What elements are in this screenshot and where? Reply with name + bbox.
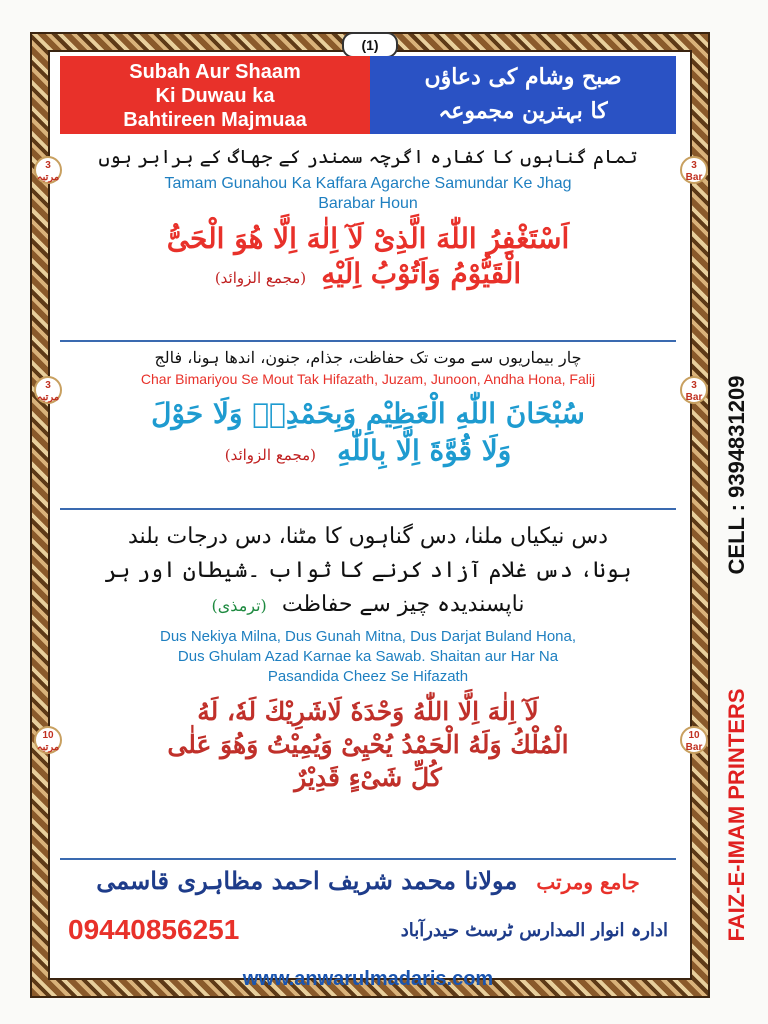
benefit-roman: Tamam Gunahou Ka Kaffara Agarche Samundar Ke Jhag Barabar Houn (164, 175, 572, 212)
dua-arabic-line1: اَسْتَغْفِرُ اللّٰهَ الَّذِىْ لَآ اِلٰهَ اِلَّا هُوَ الْحَىُّ (166, 222, 570, 255)
organization-name: ادارہ انوار المدارس ٹرسٹ حیدرآباد (400, 920, 668, 941)
dua-section-3 (60, 510, 676, 860)
compiler-name: مولانا محمد شریف احمد مظاہری قاسمی (96, 866, 518, 895)
dua-arabic-line3: كُلِّ شَىْءٍ قَدِيْرٌ (294, 763, 442, 792)
dua-section-1 (60, 136, 676, 342)
repeat-badge-right: 3 Bar (680, 376, 708, 404)
dua-arabic-line2: وَلَا قُوَّةَ اِلَّا بِاللّٰهِ (337, 434, 512, 467)
title-urdu (370, 56, 676, 134)
title-en-line3: Bahtireen Majmuaa (123, 109, 307, 131)
title-en-line1: Subah Aur Shaam (129, 61, 301, 83)
website-url: www.anwarulmadaris.com (242, 968, 494, 990)
dua-arabic-line2: الْمُلْكُ وَلَهُ الْحَمْدُ يُحْيِىْ وَيُمِيْتُ وَهُوَ عَلٰى (167, 730, 569, 759)
dua-arabic-line1: لَآ اِلٰهَ اِلَّا اللّٰهُ وَحْدَهٗ لَاشَرِيْكَ لَهٗ، لَهُ (197, 697, 539, 726)
compiler-block (60, 862, 676, 962)
title-ur-line1: صبح وشام کی دعاؤں (424, 64, 622, 90)
page-number: (1) (342, 32, 398, 58)
printer-name-text: FAIZ-E-IMAM PRINTERS (724, 688, 749, 942)
dua-arabic-line2: الْقَيُّوْمُ وَاَتُوْبُ اِلَيْهِ (321, 257, 522, 290)
title-ur-line2: کا بہترین مجموعہ (438, 98, 608, 124)
dua-section-2 (60, 342, 676, 510)
phone-number: 09440856251 (68, 914, 240, 945)
benefit-urdu-line2: ہونا، دس غلام آزاد کرنے کا ثواب ۔شیطان اور ہر (104, 558, 632, 583)
title-english (60, 56, 370, 134)
reference: (مجمع الزوائد) (224, 446, 317, 464)
repeat-badge-right: 10 Bar (680, 726, 708, 754)
benefit-roman-line2: Dus Ghulam Azad Karnae ka Sawab. Shaitan aur Har Na (177, 648, 559, 665)
printer-name-vertical (722, 640, 752, 990)
benefit-urdu: چار بیماریوں سے موت تک حفاظت، جذام، جنون، اندھا ہونا، فالج (154, 348, 582, 367)
cell-number-vertical (722, 330, 752, 620)
repeat-badge-left: 3 مرتبہ (34, 376, 62, 404)
benefit-urdu-line1: دس نیکیاں ملنا، دس گناہوں کا مٹنا، دس درجات بلند (127, 524, 609, 549)
repeat-badge-right: 3 Bar (680, 156, 708, 184)
benefit-urdu: تمام گناہوں کا کفارہ اگرچہ سمندر کے جھاگ کے برابر ہوں (98, 146, 638, 168)
benefit-urdu-line3: ناپسندیدہ چیز سے حفاظت (281, 592, 525, 617)
title-en-line2: Ki Duwau ka (155, 85, 275, 107)
repeat-badge-left: 10 مرتبہ (34, 726, 62, 754)
compiler-label: جامع ومرتب (536, 870, 640, 894)
cell-number-text: CELL : 9394831209 (724, 375, 749, 575)
repeat-badge-left: 3 مرتبہ (34, 156, 62, 184)
dua-arabic-line1: سُبْحَانَ اللّٰهِ الْعَظِيْمِ وَبِحَمْدِهٖ وَلَا حَوْلَ (151, 397, 585, 430)
reference: (مجمع الزوائد) (214, 269, 307, 287)
benefit-roman-line1: Dus Nekiya Milna, Dus Gunah Mitna, Dus Darjat Buland Hona, (159, 628, 577, 645)
reference: (ترمذی) (211, 596, 267, 615)
benefit-roman: Char Bimariyou Se Mout Tak Hifazath, Juzam, Junoon, Andha Hona, Falij (140, 371, 596, 387)
benefit-roman-line3: Pasandida Cheez Se Hifazath (267, 668, 469, 685)
